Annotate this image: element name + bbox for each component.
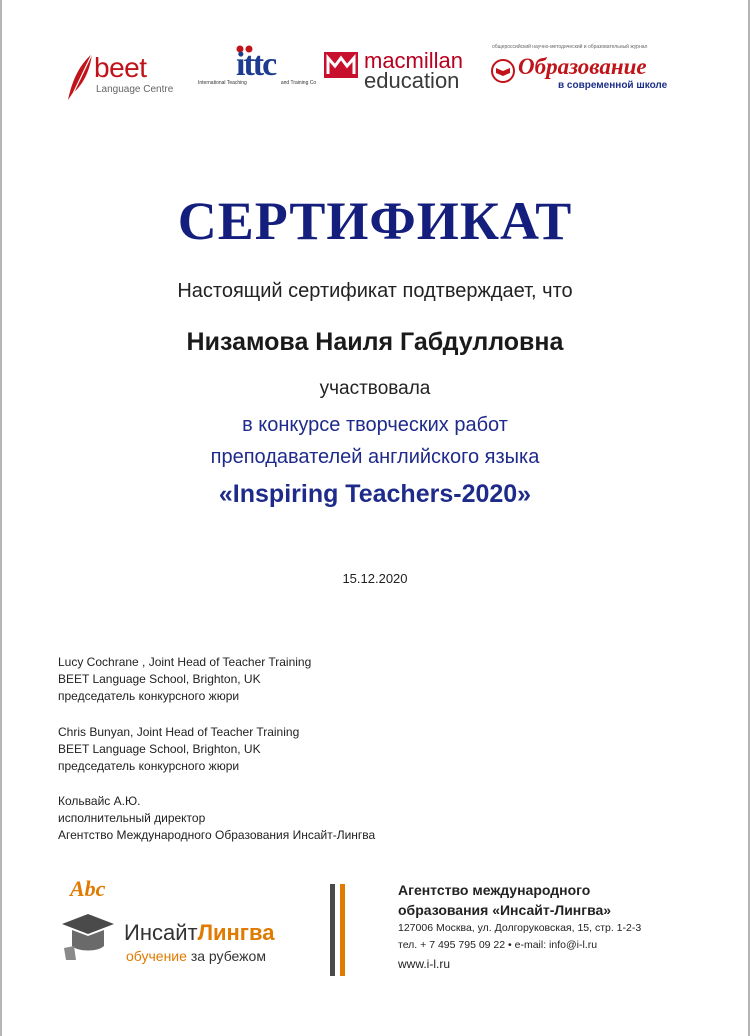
beet-logo-sub: Language Centre: [96, 84, 174, 95]
certificate-date: 15.12.2020: [342, 571, 408, 586]
agency-contacts-line: тел. + 7 495 795 09 22 • e-mail: info@i-l.ru: [398, 939, 598, 951]
signatory-block: [58, 793, 375, 844]
insight-lingva-logo: [58, 876, 358, 976]
agency-website[interactable]: www.i-l.ru: [398, 957, 451, 971]
ittc-logo: [198, 44, 318, 94]
divider-bar-gray: [330, 884, 335, 976]
feather-icon: [62, 50, 96, 104]
certificate-confirm-text: Настоящий сертификат подтверждает, что: [177, 280, 573, 302]
agency-address: 127006 Москва, ул. Долгоруковская, 15, стр. 1-2-3: [398, 922, 642, 934]
contest-line-1: в конкурсе творческих работ: [242, 414, 508, 436]
signatory-line: председатель конкурсного жюри: [58, 759, 240, 773]
lingva-part: Лингва: [197, 920, 275, 945]
macmillan-logo-line2: education: [364, 68, 460, 93]
agency-line-1: Агентство международного: [398, 882, 591, 898]
insight-lingva-name: [124, 920, 274, 946]
recipient-name: Низамова Наиля Габдулловна: [186, 328, 564, 356]
agency-line-2: образования «Инсайт-Лингва»: [398, 902, 612, 918]
obrazovanie-logo-sub: в современной школе: [558, 80, 668, 91]
insight-lingva-tagline: [126, 948, 266, 964]
obrazovanie-logo-word: Образование: [518, 54, 647, 79]
insight-part: Инсайт: [124, 920, 198, 945]
macmillan-logo-line1: macmillan: [364, 48, 464, 73]
signatory-block: [58, 724, 299, 775]
signatory-line: Кольвайс А.Ю.: [58, 794, 141, 808]
macmillan-m-icon: [324, 52, 358, 82]
signatory-line: председатель конкурсного жюри: [58, 689, 240, 703]
signatory-line: Агентство Международного Образования Инсайт-Лингва: [58, 828, 376, 842]
ittc-sub-right: and Training Co: [280, 80, 317, 86]
signatory-line: исполнительный директор: [58, 811, 206, 825]
contest-line-2: преподавателей английского языка: [210, 446, 540, 468]
signatory-line: Lucy Cochrane , Joint Head of Teacher Training: [58, 655, 312, 669]
obrazovanie-logo-top: общероссийский научно-методический и образовательный журнал: [492, 44, 648, 50]
ittc-sub-left: International Teaching: [198, 80, 247, 86]
abc-mark: Abc: [70, 876, 106, 901]
signatory-line: BEET Language School, Brighton, UK: [58, 672, 261, 686]
tagline-part1: обучение: [126, 948, 187, 964]
certificate-title: СЕРТИФИКАТ: [177, 191, 573, 251]
book-icon: [490, 58, 516, 84]
beet-logo-word: beet: [94, 52, 147, 83]
ittc-logo-word: ittc: [236, 46, 276, 83]
tagline-part2: за рубежом: [190, 948, 266, 964]
divider-bar-orange: [340, 884, 345, 976]
participation-text: участвовала: [319, 378, 431, 399]
obrazovanie-logo: [488, 44, 688, 100]
agency-contacts: [398, 880, 641, 974]
beet-logo: [62, 46, 192, 106]
ittc-logo-sub: [198, 80, 318, 86]
graduation-cap-icon: [58, 906, 118, 962]
signatory-block: [58, 654, 311, 705]
macmillan-logo: [324, 48, 474, 94]
signatory-line: BEET Language School, Brighton, UK: [58, 742, 261, 756]
signatory-line: Chris Bunyan, Joint Head of Teacher Training: [58, 725, 300, 739]
page-border-left: [0, 0, 2, 1036]
contest-name: «Inspiring Teachers-2020»: [218, 480, 532, 508]
